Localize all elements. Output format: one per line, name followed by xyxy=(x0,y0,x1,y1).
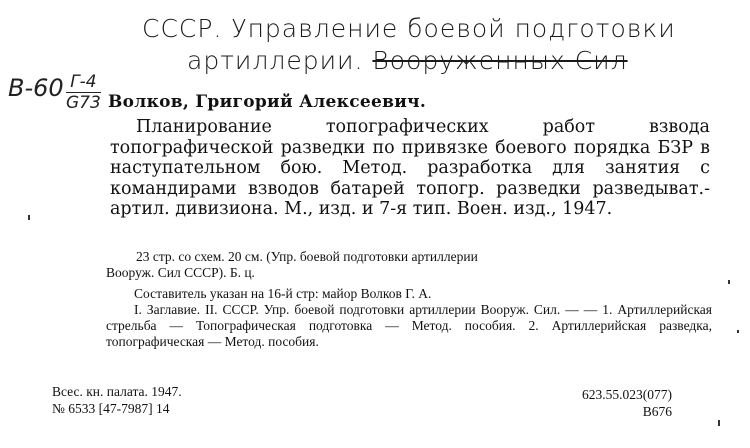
handwritten-heading-line2 xyxy=(187,46,628,75)
bibliographic-imprint xyxy=(52,383,182,417)
scan-speck xyxy=(718,420,720,426)
handwritten-struck-text: Вооруженных Сил xyxy=(372,46,628,75)
collation-line-2: Вооруж. Сил СССР). Б. ц. xyxy=(106,265,255,280)
shelfmark-numerator: Г-4 xyxy=(66,72,101,93)
scan-speck xyxy=(737,330,739,333)
scan-speck xyxy=(28,215,30,220)
classification-number xyxy=(582,386,672,420)
shelfmark-fraction xyxy=(66,72,101,113)
shelfmark-main: В-60 xyxy=(8,74,64,102)
author-heading: Волков, Григорий Алексеевич. xyxy=(108,92,427,112)
author-mark: В676 xyxy=(642,404,672,419)
shelfmark-denominator: G73 xyxy=(66,93,101,113)
handwritten-heading-prefix: артиллерии. xyxy=(187,46,364,75)
classification-code: 623.55.023(077) xyxy=(582,387,672,402)
tracing-note: I. Заглавие. II. СССР. Упр. боевой подготовки артиллерии Вооруж. Сил. — — 1. Артиллерийская стрельба — Топографическая подготовка — Метод. пособия. 2. Артиллерийская разведка, топографическая — Метод. пособия. xyxy=(106,302,712,349)
scan-speck xyxy=(728,280,730,284)
handwritten-heading-line1: СССР. Управление боевой подготовки xyxy=(142,14,676,43)
collation-line-1: 23 стр. со схем. 20 см. (Упр. боевой подготовки артиллерии xyxy=(136,249,478,264)
imprint-line-1: Всес. кн. палата. 1947. xyxy=(52,384,182,399)
shelfmark xyxy=(8,72,101,113)
imprint-line-2: № 6533 [47-7987] 14 xyxy=(52,401,170,416)
compiler-note: Составитель указан на 16-й стр: майор Волков Г. А. xyxy=(134,286,432,301)
title-statement: Планирование топографических работ взвода топографической разведки по привязке боевого порядка БЗР в наступательном бою. Метод. разработка для занятия с командирами взводов батарей топогр. разведки разведыват.-артил. дивизиона. М., изд. и 7-я тип. Воен. изд., 1947. xyxy=(110,117,710,219)
